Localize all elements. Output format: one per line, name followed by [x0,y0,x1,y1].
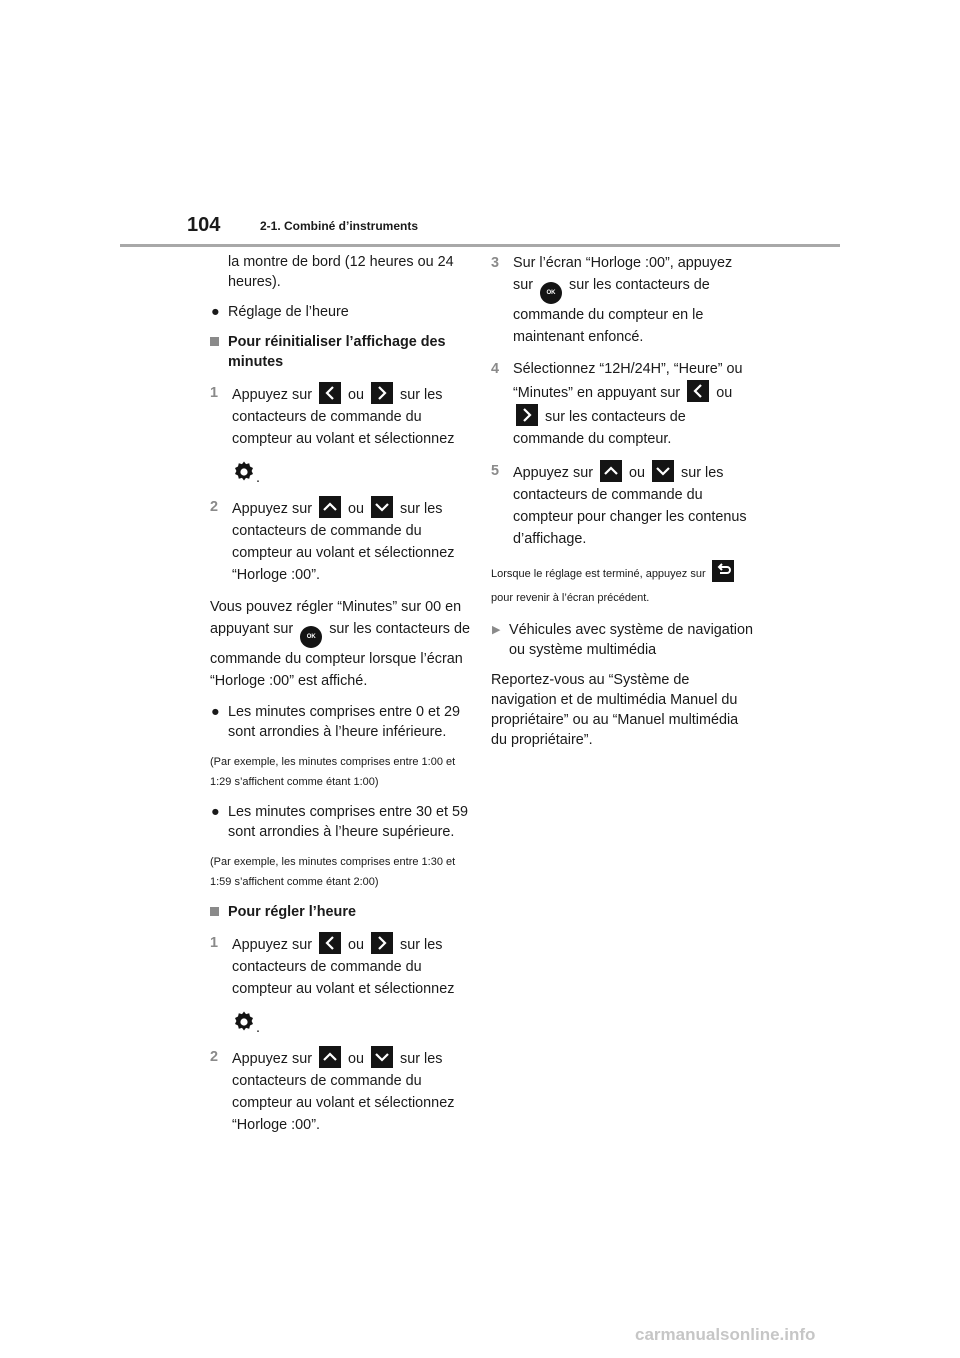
ok-paragraph: Vous pouvez régler “Minutes” sur 00 en appuyant sur OK sur les contacteurs de commande du compteur lorsque l’écran “Horloge :00” est affiché. [210,599,470,689]
step-2-hour: 2 Appuyez sur ou sur les contacteurs de commande du compteur au volant et sélectionnez “Horloge :00”. [210,1046,472,1136]
up-arrow-icon [319,496,341,518]
square-bullet-icon [210,337,219,346]
step-3: 3 Sur l’écran “Horloge :00”, appuyez sur OK sur les contacteurs de commande du compteur en le maintenant enfoncé. [491,255,733,345]
bullet-dot-icon: ● [211,804,220,820]
right-arrow-icon [516,404,538,426]
ok-button-icon: OK [300,626,322,648]
gear-icon [232,1010,256,1034]
bullet-item: ● Les minutes comprises entre 0 et 29 sont arrondies à l’heure inférieure. [211,704,460,740]
ok-button-icon: OK [540,282,562,304]
right-column [491,252,753,760]
step-1-hour: 1 Appuyez sur ou sur les contacteurs de commande du compteur au volant et sélectionnez [210,932,472,1000]
bullet-item: ● Réglage de l’heure [211,304,349,320]
section-title: 2-1. Combiné d’instruments [260,219,419,233]
settings-line: . [210,460,472,486]
left-arrow-icon [319,932,341,954]
watermark-text: carmanualsonline.info [635,1325,816,1344]
step-4: 4 Sélectionnez “12H/24H”, “Heure” ou “Minutes” en appuyant sur ou sur les contacteurs de commande du compteur. [491,361,743,447]
left-column [210,252,472,1146]
completion-note: Lorsque le réglage est terminé, appuyez sur pour revenir à l’écran précédent. [491,560,753,610]
gear-icon [232,460,256,484]
example-note: (Par exemple, les minutes comprises entre 1:30 et 1:59 s’affichent comme étant 2:00) [210,856,456,888]
up-arrow-icon [319,1046,341,1068]
step-5: 5 Appuyez sur ou sur les contacteurs de commande du compteur pour changer les contenus d’affichage. [491,460,753,550]
example-note: (Par exemple, les minutes comprises entre 1:00 et 1:29 s’affichent comme étant 1:00) [210,756,456,788]
subheading-reset-minutes: Pour réinitialiser l’affichage des minutes [210,332,472,372]
right-arrow-icon [371,932,393,954]
vehicle-condition-item: ▶ Véhicules avec système de navigation ou système multimédia [492,622,753,658]
up-arrow-icon [600,460,622,482]
down-arrow-icon [371,1046,393,1068]
back-arrow-icon [712,560,734,582]
bullet-dot-icon: ● [211,304,220,320]
down-arrow-icon [652,460,674,482]
page-number: 104 [187,214,221,236]
reference-paragraph: Reportez-vous au “Système de navigation et de multimédia Manuel du propriétaire” ou au “Manuel multimédia du propriétaire”. [491,672,739,748]
continuation-text: la montre de bord (12 heures ou 24 heures). [228,254,454,290]
settings-line: . [210,1010,472,1036]
subheading-set-hour: Pour régler l’heure [210,902,472,922]
step-2-reset: 2 Appuyez sur ou sur les contacteurs de commande du compteur au volant et sélectionnez “Horloge :00”. [210,496,472,586]
down-arrow-icon [371,496,393,518]
right-arrow-icon [371,382,393,404]
bullet-dot-icon: ● [211,704,220,720]
square-bullet-icon [210,907,219,916]
left-arrow-icon [319,382,341,404]
triangle-bullet-icon: ▶ [492,624,501,636]
step-1-reset: 1 Appuyez sur ou sur les contacteurs de commande du compteur au volant et sélectionnez [210,382,472,450]
header-rule [120,244,840,247]
left-arrow-icon [687,380,709,402]
bullet-item: ● Les minutes comprises entre 30 et 59 sont arrondies à l’heure supérieure. [211,804,468,840]
